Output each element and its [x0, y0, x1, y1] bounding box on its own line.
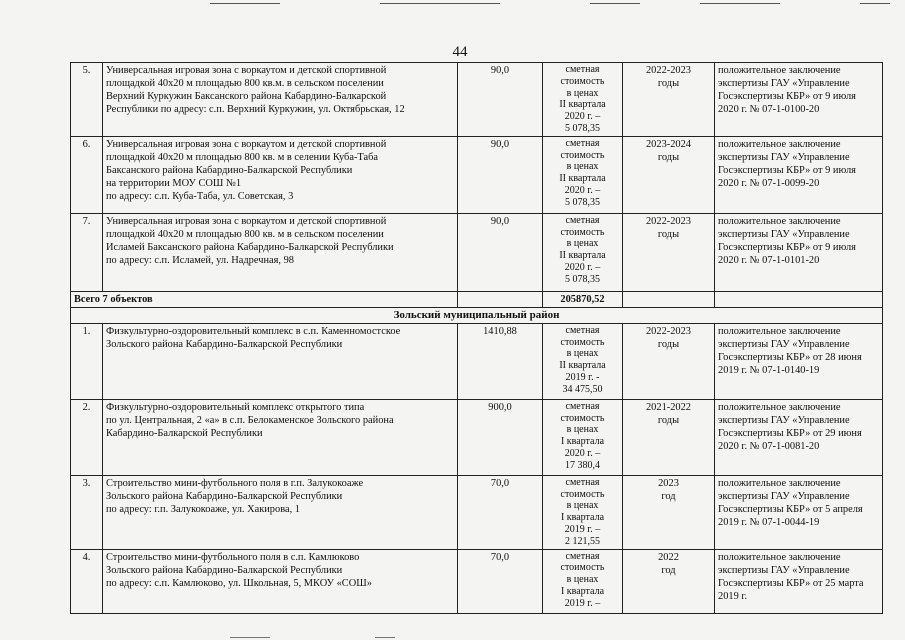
- page-number: 44: [452, 44, 468, 60]
- object-description: Универсальная игровая зона с воркаутом и детской спортивной площадкой 40х20 м площадью 800 кв. м в селении Куба-Таба Баксанского района Кабардино-Балкарской Республики на территории МОУ СОШ №1 по адресу: с.п. Куба-Таба, ул. Советская, 3: [103, 136, 458, 213]
- object-area: 70,0: [458, 475, 543, 549]
- object-area: 70,0: [458, 549, 543, 613]
- row-number: 5.: [71, 63, 103, 137]
- table-row: [71, 549, 883, 613]
- estimated-cost: сметная стоимость в ценах II квартала 2020 г. – 5 078,35: [543, 63, 623, 137]
- row-number: 4.: [71, 549, 103, 613]
- estimated-cost: сметная стоимость в ценах II квартала 2019 г. - 34 475,50: [543, 323, 623, 399]
- table-summary: [71, 291, 883, 323]
- table-row: [71, 136, 883, 213]
- estimated-cost: сметная стоимость в ценах I квартала 2019 г. – 2 121,55: [543, 475, 623, 549]
- district-heading: Зольский муниципальный район: [71, 307, 883, 323]
- object-area: 90,0: [458, 136, 543, 213]
- object-description: Строительство мини-футбольного поля в с.п. Камлюково Зольского района Кабардино-Балкарской Республики по адресу: с.п. Камлюково, ул. Школьная, 5, МКОУ «СОШ»: [103, 549, 458, 613]
- table-body-bottom: [71, 323, 883, 613]
- table-row: [71, 323, 883, 399]
- scan-edge-line: [210, 3, 280, 4]
- row-number: 3.: [71, 475, 103, 549]
- construction-period: 2021-2022 годы: [623, 399, 715, 475]
- scan-edge-line: [380, 3, 500, 4]
- scan-edge-line: [700, 3, 780, 4]
- objects-table: [70, 62, 883, 614]
- object-description: Универсальная игровая зона с воркаутом и детской спортивной площадкой 40х20 м площадью 800 кв. м в сельском поселении Исламей Баксанского района Кабардино-Балкарской Республики по адресу: с.п. Исламей, ул. Надречная, 98: [103, 213, 458, 291]
- row-number: 2.: [71, 399, 103, 475]
- object-description: Универсальная игровая зона с воркаутом и детской спортивной площадкой 40х20 м площадью 800 кв.м. в сельском поселении Верхний Куркужин Баксанского района Кабардино-Балкарской Республики по адресу: с.п. Верхний Куркужин, ул. Октябрьская, 12: [103, 63, 458, 137]
- estimated-cost: сметная стоимость в ценах II квартала 2020 г. – 5 078,35: [543, 213, 623, 291]
- row-number: 7.: [71, 213, 103, 291]
- total-empty-cell: [715, 291, 883, 307]
- table-row: [71, 399, 883, 475]
- estimated-cost: сметная стоимость в ценах I квартала 2020 г. – 17 380,4: [543, 399, 623, 475]
- table-row: [71, 213, 883, 291]
- object-description: Физкультурно-оздоровительный комплекс открытого типа по ул. Центральная, 2 «а» в с.п. Белокаменское Зольского района Кабардино-Балкарской Республики: [103, 399, 458, 475]
- total-empty-cell: [623, 291, 715, 307]
- table-row: [71, 63, 883, 137]
- object-area: 900,0: [458, 399, 543, 475]
- construction-period: 2022-2023 годы: [623, 323, 715, 399]
- object-area: 90,0: [458, 63, 543, 137]
- scan-edge-line: [590, 3, 640, 4]
- construction-period: 2022-2023 годы: [623, 63, 715, 137]
- construction-period: 2022-2023 годы: [623, 213, 715, 291]
- total-row: [71, 291, 883, 307]
- row-number: 1.: [71, 323, 103, 399]
- construction-period: 2023-2024 годы: [623, 136, 715, 213]
- construction-period: 2022 год: [623, 549, 715, 613]
- estimated-cost: сметная стоимость в ценах I квартала 2019 г. –: [543, 549, 623, 613]
- object-area: 90,0: [458, 213, 543, 291]
- expert-conclusion: положительное заключение экспертизы ГАУ «Управление Госэкспертизы КБР» от 25 марта 2019 г.: [715, 549, 883, 613]
- object-description: Физкультурно-оздоровительный комплекс в с.п. Каменномостское Зольского района Кабардино-Балкарской Республики: [103, 323, 458, 399]
- expert-conclusion: положительное заключение экспертизы ГАУ «Управление Госэкспертизы КБР» от 5 апреля 2019 г. № 07-1-0044-19: [715, 475, 883, 549]
- scan-edge-line: [375, 637, 395, 638]
- estimated-cost: сметная стоимость в ценах II квартала 2020 г. – 5 078,35: [543, 136, 623, 213]
- total-label: Всего 7 объектов: [71, 291, 458, 307]
- object-area: 1410,88: [458, 323, 543, 399]
- scan-edge-line: [230, 637, 270, 638]
- table-body-top: [71, 63, 883, 292]
- expert-conclusion: положительное заключение экспертизы ГАУ «Управление Госэкспертизы КБР» от 9 июля 2020 г. № 07-1-0100-20: [715, 63, 883, 137]
- district-row: [71, 307, 883, 323]
- table-row: [71, 475, 883, 549]
- expert-conclusion: положительное заключение экспертизы ГАУ «Управление Госэкспертизы КБР» от 9 июля 2020 г. № 07-1-0101-20: [715, 213, 883, 291]
- construction-period: 2023 год: [623, 475, 715, 549]
- object-description: Строительство мини-футбольного поля в г.п. Залукокоаже Зольского района Кабардино-Балкарской Республики по адресу: г.п. Залукокоаже, ул. Хакирова, 1: [103, 475, 458, 549]
- scan-edge-line: [860, 3, 890, 4]
- row-number: 6.: [71, 136, 103, 213]
- expert-conclusion: положительное заключение экспертизы ГАУ «Управление Госэкспертизы КБР» от 9 июля 2020 г. № 07-1-0099-20: [715, 136, 883, 213]
- expert-conclusion: положительное заключение экспертизы ГАУ «Управление Госэкспертизы КБР» от 29 июня 2020 г. № 07-1-0081-20: [715, 399, 883, 475]
- total-empty-cell: [458, 291, 543, 307]
- total-value: 205870,52: [543, 291, 623, 307]
- expert-conclusion: положительное заключение экспертизы ГАУ «Управление Госэкспертизы КБР» от 28 июня 2019 г. № 07-1-0140-19: [715, 323, 883, 399]
